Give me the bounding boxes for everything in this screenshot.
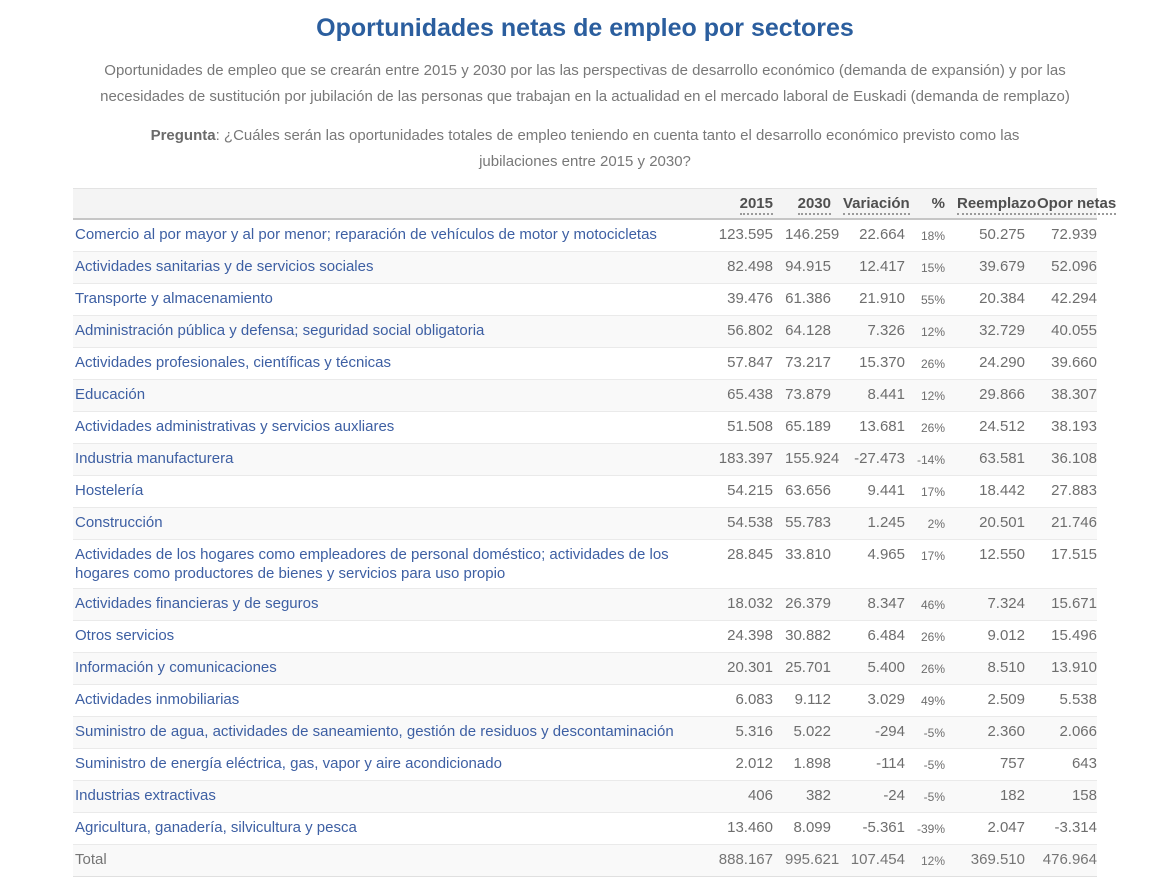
cell-pct: 12% <box>905 380 945 412</box>
cell-reemplazo: 29.866 <box>945 380 1025 412</box>
sector-link[interactable]: Actividades sanitarias y de servicios sociales <box>75 258 374 275</box>
cell-variacion: -24 <box>831 781 905 813</box>
cell-pct: 17% <box>905 476 945 508</box>
table-row <box>73 380 1097 412</box>
sector-link[interactable]: Información y comunicaciones <box>75 659 277 676</box>
cell-reemplazo: 757 <box>945 749 1025 781</box>
total-cell-pct: 12% <box>905 845 945 877</box>
total-cell-reemplazo: 369.510 <box>945 845 1025 877</box>
cell-pct: 2% <box>905 508 945 540</box>
cell-y2015: 13.460 <box>705 813 773 845</box>
sector-link[interactable]: Suministro de energía eléctrica, gas, vapor y aire acondicionado <box>75 755 502 772</box>
cell-netas: 2.066 <box>1025 717 1097 749</box>
question-text: : ¿Cuáles serán las oportunidades totales de empleo teniendo en cuenta tanto el desarrollo económico previsto como las jubilaciones entre 2015 y 2030? <box>215 127 1020 170</box>
cell-y2015: 20.301 <box>705 653 773 685</box>
table-row <box>73 252 1097 284</box>
cell-sector <box>73 380 705 412</box>
table-row <box>73 412 1097 444</box>
cell-variacion: -114 <box>831 749 905 781</box>
cell-sector <box>73 219 705 252</box>
cell-variacion: -294 <box>831 717 905 749</box>
cell-variacion: -5.361 <box>831 813 905 845</box>
cell-sector <box>73 540 705 589</box>
column-header-reemplazo[interactable] <box>945 189 1037 220</box>
cell-variacion: 21.910 <box>831 284 905 316</box>
cell-variacion: 22.664 <box>831 219 905 252</box>
cell-variacion: 5.400 <box>831 653 905 685</box>
cell-variacion: 15.370 <box>831 348 905 380</box>
sector-link[interactable]: Suministro de agua, actividades de saneamiento, gestión de residuos y descontaminación <box>75 723 674 740</box>
cell-pct: 12% <box>905 316 945 348</box>
cell-reemplazo: 50.275 <box>945 219 1025 252</box>
cell-netas: 38.193 <box>1025 412 1097 444</box>
cell-variacion: 12.417 <box>831 252 905 284</box>
cell-pct: 46% <box>905 589 945 621</box>
cell-y2030: 9.112 <box>773 685 831 717</box>
cell-y2015: 406 <box>705 781 773 813</box>
cell-y2030: 33.810 <box>773 540 831 589</box>
cell-pct: 18% <box>905 219 945 252</box>
cell-sector <box>73 589 705 621</box>
cell-pct: 17% <box>905 540 945 589</box>
cell-y2030: 8.099 <box>773 813 831 845</box>
cell-y2015: 51.508 <box>705 412 773 444</box>
cell-y2030: 1.898 <box>773 749 831 781</box>
cell-y2030: 26.379 <box>773 589 831 621</box>
cell-variacion: 1.245 <box>831 508 905 540</box>
cell-y2030: 55.783 <box>773 508 831 540</box>
cell-variacion: 3.029 <box>831 685 905 717</box>
column-header-label[interactable]: 2030 <box>798 195 831 215</box>
cell-y2030: 146.259 <box>773 219 831 252</box>
table-row <box>73 508 1097 540</box>
sector-link[interactable]: Construcción <box>75 514 163 531</box>
cell-y2030: 63.656 <box>773 476 831 508</box>
cell-y2015: 54.538 <box>705 508 773 540</box>
cell-sector <box>73 444 705 476</box>
table-body <box>73 219 1097 877</box>
cell-pct: 26% <box>905 412 945 444</box>
cell-reemplazo: 20.384 <box>945 284 1025 316</box>
cell-pct: 26% <box>905 348 945 380</box>
cell-netas: 21.746 <box>1025 508 1097 540</box>
column-header-2030[interactable] <box>773 189 831 220</box>
cell-pct: 26% <box>905 653 945 685</box>
table-row <box>73 316 1097 348</box>
cell-y2030: 5.022 <box>773 717 831 749</box>
sector-link[interactable]: Industrias extractivas <box>75 787 216 804</box>
cell-reemplazo: 2.360 <box>945 717 1025 749</box>
table-row <box>73 476 1097 508</box>
table-row <box>73 284 1097 316</box>
table-row <box>73 219 1097 252</box>
table-row <box>73 717 1097 749</box>
cell-sector <box>73 252 705 284</box>
cell-pct: -14% <box>905 444 945 476</box>
table-row <box>73 685 1097 717</box>
cell-y2030: 64.128 <box>773 316 831 348</box>
table-row <box>73 653 1097 685</box>
total-cell-variacion: 107.454 <box>831 845 905 877</box>
cell-netas: 38.307 <box>1025 380 1097 412</box>
cell-pct: 49% <box>905 685 945 717</box>
column-header-variaci-n[interactable] <box>831 189 910 220</box>
cell-sector <box>73 621 705 653</box>
cell-variacion: -27.473 <box>831 444 905 476</box>
cell-sector <box>73 476 705 508</box>
sector-link[interactable]: Transporte y almacenamiento <box>75 290 273 307</box>
cell-reemplazo: 182 <box>945 781 1025 813</box>
total-cell-y2030: 995.621 <box>773 845 831 877</box>
question-label: Pregunta <box>150 127 216 144</box>
cell-variacion: 4.965 <box>831 540 905 589</box>
table-row <box>73 813 1097 845</box>
table-row <box>73 749 1097 781</box>
total-row <box>73 845 1097 877</box>
cell-y2030: 65.189 <box>773 412 831 444</box>
cell-reemplazo: 39.679 <box>945 252 1025 284</box>
sector-link[interactable]: Industria manufacturera <box>75 450 234 467</box>
cell-y2015: 39.476 <box>705 284 773 316</box>
cell-y2015: 5.316 <box>705 717 773 749</box>
column-header-2015[interactable] <box>705 189 773 220</box>
cell-y2015: 183.397 <box>705 444 773 476</box>
cell-y2015: 57.847 <box>705 348 773 380</box>
cell-reemplazo: 2.047 <box>945 813 1025 845</box>
subtitle: Oportunidades de empleo que se crearán entre 2015 y 2030 por las las perspectivas de desarrollo económico (demanda de expansión) y por las necesidades de sustitución por jubilación de las personas que trabajan en la actualidad en el mercado laboral de Euskadi (demanda de remplazo) <box>100 62 1070 105</box>
cell-reemplazo: 18.442 <box>945 476 1025 508</box>
sector-link[interactable]: Actividades financieras y de seguros <box>75 595 319 612</box>
cell-netas: 42.294 <box>1025 284 1097 316</box>
sector-link[interactable]: Actividades profesionales, científicas y técnicas <box>75 354 391 371</box>
cell-y2015: 18.032 <box>705 589 773 621</box>
cell-reemplazo: 12.550 <box>945 540 1025 589</box>
cell-variacion: 6.484 <box>831 621 905 653</box>
cell-y2030: 61.386 <box>773 284 831 316</box>
cell-sector <box>73 316 705 348</box>
cell-netas: 27.883 <box>1025 476 1097 508</box>
column-header-label[interactable]: Opor netas <box>1037 195 1116 215</box>
cell-y2030: 30.882 <box>773 621 831 653</box>
cell-sector <box>73 508 705 540</box>
table-row <box>73 621 1097 653</box>
cell-y2015: 24.398 <box>705 621 773 653</box>
sector-link[interactable]: Administración pública y defensa; seguridad social obligatoria <box>75 322 485 339</box>
cell-netas: 17.515 <box>1025 540 1097 589</box>
cell-y2015: 56.802 <box>705 316 773 348</box>
table-header-row <box>73 189 1097 220</box>
cell-variacion: 7.326 <box>831 316 905 348</box>
cell-variacion: 8.347 <box>831 589 905 621</box>
table-row <box>73 348 1097 380</box>
cell-sector <box>73 412 705 444</box>
cell-y2015: 82.498 <box>705 252 773 284</box>
cell-netas: 5.538 <box>1025 685 1097 717</box>
sector-link[interactable]: Actividades inmobiliarias <box>75 691 240 708</box>
cell-sector <box>73 284 705 316</box>
column-header-label: % <box>931 195 945 212</box>
cell-netas: 158 <box>1025 781 1097 813</box>
total-cell-netas: 476.964 <box>1025 845 1097 877</box>
cell-y2030: 73.217 <box>773 348 831 380</box>
cell-sector <box>73 781 705 813</box>
total-cell-sector: Total <box>73 845 705 877</box>
cell-sector <box>73 653 705 685</box>
sector-link[interactable]: Actividades de los hogares como empleadores de personal doméstico; actividades de los hogares como productores de bienes y servicios para uso propio <box>75 546 669 582</box>
cell-y2015: 2.012 <box>705 749 773 781</box>
cell-netas: 52.096 <box>1025 252 1097 284</box>
cell-y2015: 123.595 <box>705 219 773 252</box>
cell-sector <box>73 813 705 845</box>
cell-pct: 55% <box>905 284 945 316</box>
cell-variacion: 13.681 <box>831 412 905 444</box>
sector-link[interactable]: Otros servicios <box>75 627 175 644</box>
column-header-label[interactable]: Reemplazo <box>957 195 1036 215</box>
cell-pct: 26% <box>905 621 945 653</box>
cell-pct: -5% <box>905 781 945 813</box>
column-header-- <box>905 189 945 220</box>
column-header-label[interactable]: Variación <box>843 195 910 215</box>
cell-reemplazo: 7.324 <box>945 589 1025 621</box>
cell-sector <box>73 749 705 781</box>
cell-pct: -39% <box>905 813 945 845</box>
table-row <box>73 781 1097 813</box>
cell-y2015: 65.438 <box>705 380 773 412</box>
table-row <box>73 540 1097 589</box>
column-header-sector <box>73 189 705 220</box>
cell-reemplazo: 9.012 <box>945 621 1025 653</box>
cell-reemplazo: 24.512 <box>945 412 1025 444</box>
sector-link[interactable]: Agricultura, ganadería, silvicultura y pesca <box>75 819 357 836</box>
cell-y2030: 25.701 <box>773 653 831 685</box>
cell-reemplazo: 8.510 <box>945 653 1025 685</box>
cell-reemplazo: 24.290 <box>945 348 1025 380</box>
cell-sector <box>73 348 705 380</box>
cell-pct: -5% <box>905 749 945 781</box>
column-header-label[interactable]: 2015 <box>740 195 773 215</box>
table-row <box>73 444 1097 476</box>
cell-sector <box>73 717 705 749</box>
cell-variacion: 8.441 <box>831 380 905 412</box>
cell-y2015: 54.215 <box>705 476 773 508</box>
cell-netas: 72.939 <box>1025 219 1097 252</box>
cell-y2030: 94.915 <box>773 252 831 284</box>
cell-netas: 15.496 <box>1025 621 1097 653</box>
page <box>73 0 1117 877</box>
cell-netas: 40.055 <box>1025 316 1097 348</box>
table-row <box>73 589 1097 621</box>
sector-link[interactable]: Educación <box>75 386 146 403</box>
cell-y2030: 382 <box>773 781 831 813</box>
cell-y2030: 73.879 <box>773 380 831 412</box>
cell-y2015: 28.845 <box>705 540 773 589</box>
sector-link[interactable]: Comercio al por mayor y al por menor; reparación de vehículos de motor y motocicletas <box>75 226 657 243</box>
sector-link[interactable]: Hostelería <box>75 482 144 499</box>
cell-netas: 36.108 <box>1025 444 1097 476</box>
sector-link[interactable]: Actividades administrativas y servicios auxliares <box>75 418 395 435</box>
sectors-table <box>73 188 1117 877</box>
question <box>133 123 1037 175</box>
cell-reemplazo: 63.581 <box>945 444 1025 476</box>
page-title: Oportunidades netas de empleo por sectores <box>316 14 854 42</box>
cell-pct: -5% <box>905 717 945 749</box>
cell-y2015: 6.083 <box>705 685 773 717</box>
cell-netas: 643 <box>1025 749 1097 781</box>
cell-variacion: 9.441 <box>831 476 905 508</box>
total-cell-y2015: 888.167 <box>705 845 773 877</box>
cell-netas: 13.910 <box>1025 653 1097 685</box>
cell-pct: 15% <box>905 252 945 284</box>
cell-reemplazo: 20.501 <box>945 508 1025 540</box>
cell-netas: -3.314 <box>1025 813 1097 845</box>
cell-reemplazo: 2.509 <box>945 685 1025 717</box>
cell-reemplazo: 32.729 <box>945 316 1025 348</box>
cell-sector <box>73 685 705 717</box>
cell-y2030: 155.924 <box>773 444 831 476</box>
cell-netas: 39.660 <box>1025 348 1097 380</box>
cell-netas: 15.671 <box>1025 589 1097 621</box>
